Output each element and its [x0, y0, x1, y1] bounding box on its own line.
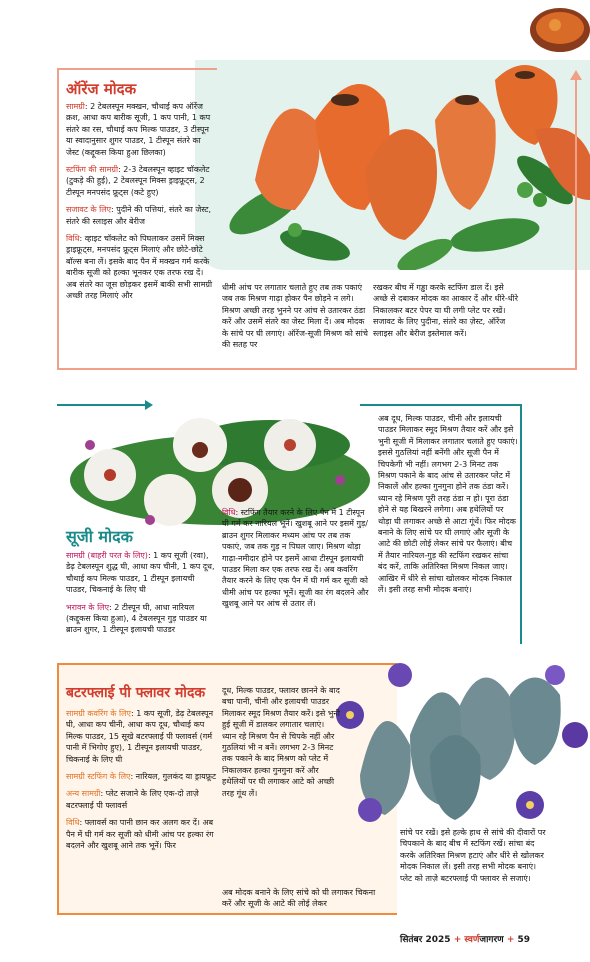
- stuffing-text: : 2-3 टेबलस्पून व्हाइट चॉकलेट (टुकड़े की हुई), 2 टेबलस्पून मिक्स ड्राइफ्रूट्स, 2 टीस्पून मनपसंद फ्रूट्स (कटे हुए): [66, 165, 210, 197]
- section-butterfly-pea-modak: [0, 655, 590, 925]
- section3-col2: दूध, मिल्क पाउडर, फ्लावर छानने के बाद बचा पानी, चीनी और इलायची पाउडर मिलाकर स्मूद मिश्रण तैयार करें। इसे भुनी हुई सूजी में डालकर लगातार चलाएं। ध्यान रहे मिश्रण पैन से चिपके नहीं और गुठलियां भी न बनें। लगभग 2-3 मिनट तक पकाने के बाद मिश्रण को प्लेट में निकालकर हल्का गुनगुना करें और हथेलियों पर घी लगाकर आटे को अच्छी तरह गूंथ लें।: [222, 686, 340, 798]
- section3-col1: [66, 708, 216, 857]
- ingredients-label: सामग्री कवरिंग के लिए: [66, 709, 131, 718]
- section2-frame-right: [520, 404, 522, 644]
- footer-brand-2: जागरण: [479, 935, 504, 945]
- ingredients-label: सामग्री (बाहरी परत के लिए): [66, 551, 148, 560]
- butterfly-pea-modak-photo: [330, 655, 590, 825]
- section1-frame-bottom: [57, 368, 577, 370]
- section1-arrow-icon: [570, 70, 582, 80]
- footer-separator: +: [453, 935, 462, 945]
- stuffing-text: : नारियल, गुलकंद या ड्रायफ्रूट: [130, 772, 216, 782]
- method-text: : स्टफिंग तैयार करने के लिए पैन में 1 टीस्पून घी गर्म कर नारियल भूनें। खुशबू आने पर इसमें गुड़/ब्राउन शुगर मिलाकर मध्यम आंच पर तब तक पकाएं, जब तक गुड़ न पिघल जाए। मिश्रण थोड़ा गाढ़ा-नमीदार होने पर इसमें आधा टीस्पून इलायची पाउडर मिला कर एक तरफ रख दें। अब कवरिंग तैयार करने के लिए एक पैन में घी गर्म कर सूजी को धीमी आंच पर हल्का भूनें। सूजी का रंग बदलने और खुशबू आने पर आंच से उतार लें।: [222, 508, 369, 609]
- filling-text: : 2 टीस्पून घी, आधा नारियल (कद्दूकस किया हुआ), 4 टेबलस्पून गुड़ पाउडर या ब्राउन शुगर, 1 टीस्पून इलायची पाउडर: [66, 602, 207, 635]
- other-label: अन्य सामग्री: [66, 789, 101, 799]
- section1-title: ऑरेंज मोदक: [66, 80, 137, 98]
- footer-page-number: 59: [517, 935, 531, 945]
- section1-frame-right: [575, 80, 577, 370]
- page-footer: [400, 932, 580, 946]
- method-label: विधि: [66, 818, 80, 828]
- ingredients-label: सामग्री: [66, 102, 85, 111]
- method-label: विधि: [222, 508, 236, 517]
- section1-col2: धीमी आंच पर लगातार चलाते हुए तब तक पकाएं जब तक मिश्रण गाढ़ा होकर पैन छोड़ने न लगे। मिश्रण अच्छी तरह भुनने पर आंच से उतारकर ठंडा करें और उसमें संतरे का जेस्ट मिला दें। अब मोदक के सांचे पर घी लगाएं। ऑरेंज-सूजी मिश्रण को सांचे की सतह पर: [222, 283, 368, 350]
- section2-col2: [222, 507, 372, 610]
- section3-frame-bottom: [57, 913, 397, 915]
- ingredients-text: : 1 कप सूजी, डेढ़ टेबलस्पून घी, आधा कप चीनी, आधा कप दूध, चौथाई कप मिल्क पाउडर, 15 सूखे बटरफ्लाई पी फ्लावर्स (गर्म पानी में भिगोए हुए), 1 टीस्पून इलायची पाउडर, चिकनाई के लिए घी: [66, 709, 214, 764]
- other-text: : प्लेट सजाने के लिए एक-दो ताज़े बटरफ्लाई पी फ्लावर्स: [66, 789, 199, 810]
- method-label: विधि: [66, 234, 80, 244]
- method-text: : व्हाइट चॉकलेट को पिघलाकर उसमें मिक्स ड्राइफ्रूट्स, मनपसंद फ्रूट्स मिलाएं और छोटे-छोटे बॉल्स बना लें। इसके बाद पैन में मक्खन गर्म करके बारीक सूजी को हल्का भूनकर एक तरफ रख दें। अब संतरे का जूस छोड़कर इसमें बाकी सभी सामग्री अच्छी तरह मिलाएं और: [66, 234, 213, 301]
- section2-col3: अब दूध, मिल्क पाउडर, चीनी और इलायची पाउडर मिलाकर स्मूद मिश्रण तैयार करें और इसे भुनी सूजी में मिलाकर लगातार चलाते हुए पकाएं। इससे गुठलियां नहीं बनेंगी और सूजी पैन में चिपकेगी भी नहीं। लगभग 2-3 मिनट तक मिश्रण पकाने के बाद आंच से उतारकर प्लेट में निकालें और हल्का गुनगुना होने तक ठंडा करें। ध्यान रहे मिश्रण पूरी तरह ठंडा न हो। पूरा ठंडा होने से यह बिखरने लगेगा। अब हथेलियों पर थोड़ा घी लगाकर अच्छे से आटा गूंथें। फिर मोदक बनाने के लिए सांचे पर घी लगाएं और सूजी के आटे की छोटी लोई लेकर सांचे पर फैलाएं। बीच में तैयार नारियल-गुड़ की स्टफिंग रखकर सांचा बंद करें, ताकि अतिरिक्त मिश्रण निकल जाए। आखिर में धीरे से सांचा खोलकर मोदक निकाल लें। इसी तरह सभी मोदक बनाएं।: [378, 414, 518, 595]
- method-text: : फ्लावर्स का पानी छान कर अलग कर दें। अब पैन में घी गर्म कर सूजी को धीमी आंच पर हल्का रंग बदलने और खुशबू आने तक भूनें। फिर: [66, 818, 214, 851]
- orange-modak-photo: [195, 60, 590, 270]
- stuffing-label: स्टफिंग की सामग्री: [66, 165, 119, 175]
- section1-frame-left: [57, 68, 59, 368]
- orange-modak-illustration: [195, 60, 590, 270]
- filling-label: भरावन के लिए: [66, 602, 110, 612]
- ingredients-text: : 2 टेबलस्पून मक्खन, चौथाई कप ऑरेंज क्रश, आधा कप बारीक सूजी, 1 कप पानी, 1 कप संतरे का रस, चौथाई कप मिल्क पाउडर, 3 टीस्पून या स्वादानुसार शुगर पाउडर, 1 टीस्पून संतरे का जेस्ट (कद्दूकस किया हुआ छिलका): [66, 102, 211, 157]
- ingredients-text: : 1 कप सूजी (रवा), डेढ़ टेबलस्पून शुद्ध घी, आधा कप चीनी, 1 कप दूध, चौथाई कप मिल्क पाउडर, 1 टीस्पून इलायची पाउडर, चिकनाई के लिए घी: [66, 551, 215, 595]
- stuffing-label: सामग्री स्टफिंग के लिए: [66, 772, 131, 782]
- section2-arrow-icon: [145, 400, 153, 410]
- section1-col1: [66, 101, 216, 308]
- footer-brand: स्वर्ण: [464, 935, 480, 945]
- garnish-label: सजावट के लिए: [66, 205, 112, 215]
- section1-frame-top: [57, 68, 217, 70]
- section2-col1: [66, 550, 216, 642]
- butterfly-pea-illustration: [330, 655, 590, 825]
- section3-frame-left: [57, 663, 59, 913]
- section2-title: सूजी मोदक: [66, 527, 133, 546]
- section1-col3: रखकर बीच में गड्ढा करके स्टफिंग डाल दें। इसे अच्छे से दबाकर मोदक का आकार दें और धीरे-धीरे निकालकर बटर पेपर या घी लगी प्लेट पर रखें। सजावट के लिए पुदीना, संतरे का ज़ेस्ट, ऑरेंज स्लाइस और बेरीज इस्तेमाल करें।: [373, 283, 518, 338]
- section3-col3: सांचे पर रखें। इसे हल्के हाथ से सांचे की दीवारों पर चिपकाने के बाद बीच में स्टफिंग रखें। सांचा बंद करके अतिरिक्त मिश्रण हटाएं और धीरे से खोलकर मोदक निकाल लें। इसी तरह सभी मोदक बनाएं। प्लेट को ताज़े बटरफ्लाई पी फ्लावर से सजाएं।: [400, 828, 546, 883]
- section3-title: बटरफ्लाई पी फ्लावर मोदक: [66, 685, 206, 701]
- bowl-icon: [520, 0, 590, 70]
- section-orange-modak: [0, 0, 590, 390]
- section-suji-modak: [0, 395, 590, 645]
- garnish-text: : पुदीने की पत्तियां, संतरे का जेस्ट, संतरे की स्लाइस और बेरीज: [66, 205, 211, 226]
- section2-frame-right-top: [360, 404, 520, 406]
- section3-col2b: अब मोदक बनाने के लिए सांचे को घी लगाकर चिकना करें और सूजी के आटे की लोई लेकर: [222, 888, 376, 909]
- footer-separator-2: +: [506, 935, 515, 945]
- section2-frame-top: [57, 404, 147, 406]
- footer-date: सितंबर 2025: [400, 935, 451, 945]
